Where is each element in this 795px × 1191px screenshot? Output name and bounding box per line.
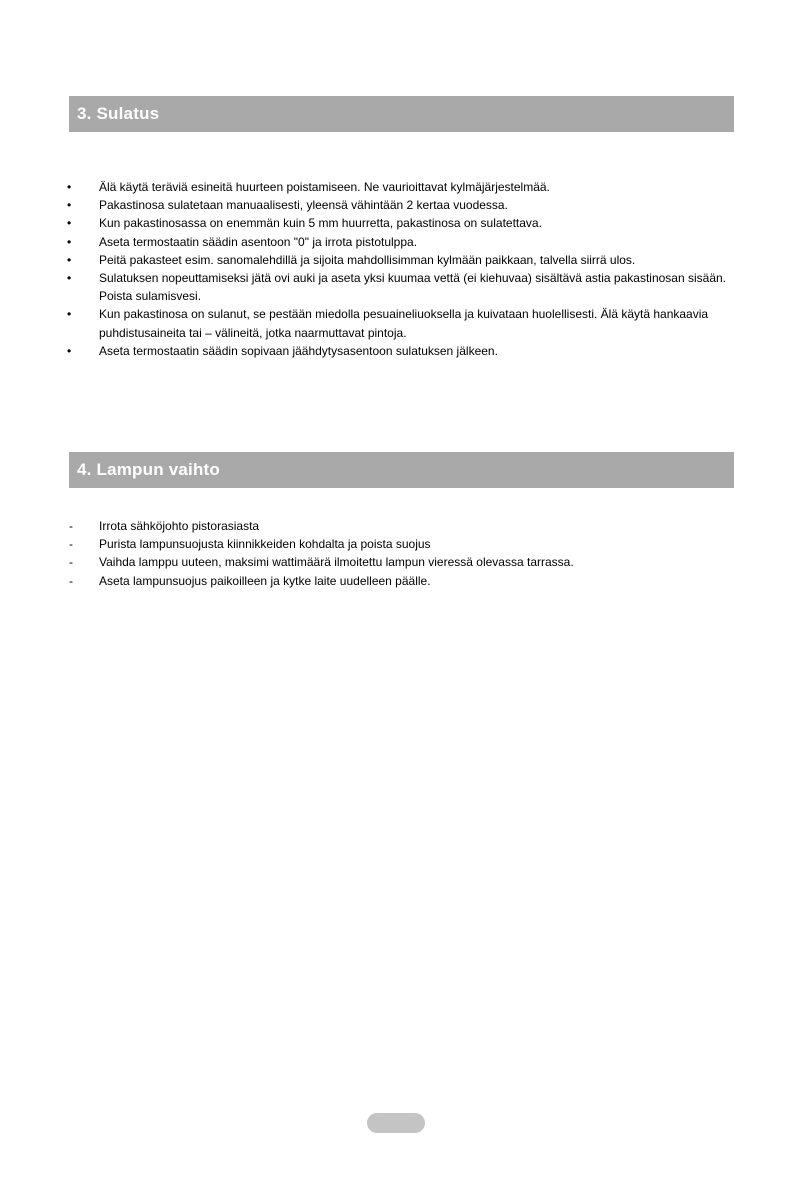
- list-item-text: Vaihda lamppu uuteen, maksimi wattimäärä ilmoitettu lampun vieressä olevassa tarrassa.: [99, 555, 574, 570]
- section-3-title: 3. Sulatus: [77, 104, 160, 123]
- list-item-text: Aseta termostaatin säädin sopivaan jäähdytysasentoon sulatuksen jälkeen.: [99, 343, 498, 358]
- list-item: [69, 572, 734, 590]
- list-item-text: Sulatuksen nopeuttamiseksi jätä ovi auki ja aseta yksi kuumaa vettä (ei kiehuvaa) sisältävä astia pakastinosan sisään. Poista sulamisvesi.: [99, 271, 727, 304]
- list-item: [69, 196, 734, 214]
- lamp-replacement-list: [69, 517, 734, 590]
- section-4-title: 4. Lampun vaihto: [77, 460, 220, 479]
- list-item-text: Aseta termostaatin säädin asentoon "0" ja irrota pistotulppa.: [99, 234, 418, 249]
- list-item-text: Kun pakastinosassa on enemmän kuin 5 mm huurretta, pakastinosa on sulatettava.: [99, 216, 542, 231]
- list-item: [69, 178, 734, 196]
- bullet-icon: •: [67, 180, 72, 194]
- dash-icon: -: [69, 519, 73, 533]
- list-item: [69, 517, 734, 535]
- list-item: [69, 214, 734, 232]
- bullet-icon: •: [67, 198, 72, 213]
- list-item: [69, 305, 734, 341]
- list-item-text: Älä käytä teräviä esineitä huurteen poistamiseen. Ne vaurioittavat kylmäjärjestelmää.: [99, 180, 550, 194]
- bullet-icon: •: [67, 343, 72, 358]
- list-item-text: Irrota sähköjohto pistorasiasta: [99, 519, 260, 533]
- list-item: [69, 342, 734, 360]
- bullet-icon: •: [67, 271, 72, 286]
- defrost-instructions-list: [69, 178, 734, 360]
- list-item: [69, 233, 734, 251]
- list-item: [69, 269, 734, 305]
- list-item: [69, 535, 734, 553]
- dash-icon: -: [69, 555, 73, 570]
- section-3-header: [69, 96, 734, 132]
- list-item-text: Pakastinosa sulatetaan manuaalisesti, yleensä vähintään 2 kertaa vuodessa.: [99, 198, 508, 213]
- list-item: [69, 251, 734, 269]
- list-item-text: Purista lampunsuojusta kiinnikkeiden kohdalta ja poista suojus: [99, 537, 431, 552]
- bullet-icon: •: [67, 234, 72, 249]
- dash-icon: -: [69, 573, 73, 588]
- list-item: [69, 553, 734, 571]
- list-item-text: Peitä pakasteet esim. sanomalehdillä ja sijoita mahdollisimman kylmään paikkaan, talvella siirrä ulos.: [99, 252, 636, 267]
- page-number-tab: [367, 1113, 425, 1133]
- list-item-text: Aseta lampunsuojus paikoilleen ja kytke laite uudelleen päälle.: [99, 573, 431, 588]
- dash-icon: -: [69, 537, 73, 552]
- bullet-icon: •: [67, 216, 72, 231]
- bullet-icon: •: [67, 252, 72, 267]
- list-item-text: Kun pakastinosa on sulanut, se pestään miedolla pesuaineliuoksella ja kuivataan huolellisesti. Älä käytä hankaavia puhdistusaineita tai – välineitä, jotka naarmuttavat pintoja.: [99, 307, 709, 340]
- bullet-icon: •: [67, 307, 72, 322]
- section-4-header: [69, 452, 734, 488]
